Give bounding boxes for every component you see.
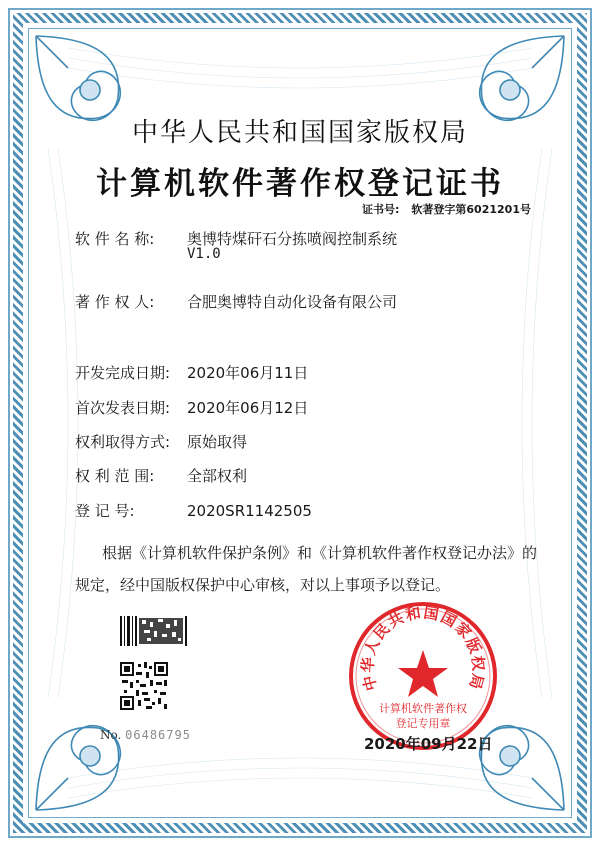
issuer-title: 中华人民共和国国家版权局	[131, 118, 468, 148]
field-label: 开发完成日期:	[75, 364, 171, 382]
serial-label: No.	[100, 728, 122, 742]
field-value: 2020SR1142505	[187, 502, 312, 520]
certificate-number	[362, 201, 531, 217]
field-value: 合肥奥博特自动化设备有限公司	[187, 293, 398, 311]
issue-date: 2020年09月22日	[364, 735, 493, 753]
field-label: 首次发表日期:	[75, 399, 171, 417]
field-label: 权利取得方式:	[75, 433, 171, 451]
seal-line-2: 登记专用章	[395, 717, 451, 730]
serial-number	[100, 728, 191, 742]
software-version: V1.0	[187, 246, 221, 262]
field-publication-date	[75, 397, 308, 418]
field-registration-number	[75, 500, 312, 521]
seal-outer-text: 中华人民共和国国家版权局	[358, 603, 488, 693]
field-rights-scope	[75, 465, 247, 486]
field-value: 2020年06月11日	[187, 364, 309, 382]
seal-star-icon	[398, 650, 448, 697]
field-copyright-owner	[75, 291, 397, 312]
field-value: 2020年06月12日	[187, 399, 309, 417]
qr-code-image	[120, 662, 168, 710]
certificate-number-label: 证书号:	[362, 203, 400, 216]
certificate-title: 计算机软件著作权登记证书	[96, 166, 504, 202]
seal-line-1: 计算机软件著作权	[379, 702, 467, 715]
certificate-number-value: 软著登字第6021201号	[411, 203, 531, 216]
official-seal	[345, 598, 501, 754]
field-software-name	[75, 228, 397, 249]
field-label: 权 利 范 围:	[75, 467, 155, 485]
field-label: 软 件 名 称:	[75, 230, 155, 248]
field-value: 奥博特煤矸石分拣喷阀控制系统	[187, 230, 398, 248]
statement-line-2: 规定，经中国版权保护中心审核，对以上事项予以登记。	[75, 576, 451, 594]
corner-ornament-bottom-left	[28, 708, 138, 818]
serial-value: 06486795	[125, 728, 191, 742]
field-value: 全部权利	[187, 467, 248, 485]
barcode-image	[120, 616, 188, 646]
field-value: 原始取得	[187, 433, 248, 451]
field-completion-date	[75, 362, 308, 383]
field-label: 登 记 号:	[75, 502, 135, 520]
field-acquisition-method	[75, 431, 247, 452]
field-label: 著 作 权 人:	[75, 293, 155, 311]
statement-line-1: 根据《计算机软件保护条例》和《计算机软件著作权登记办法》的	[102, 544, 538, 562]
